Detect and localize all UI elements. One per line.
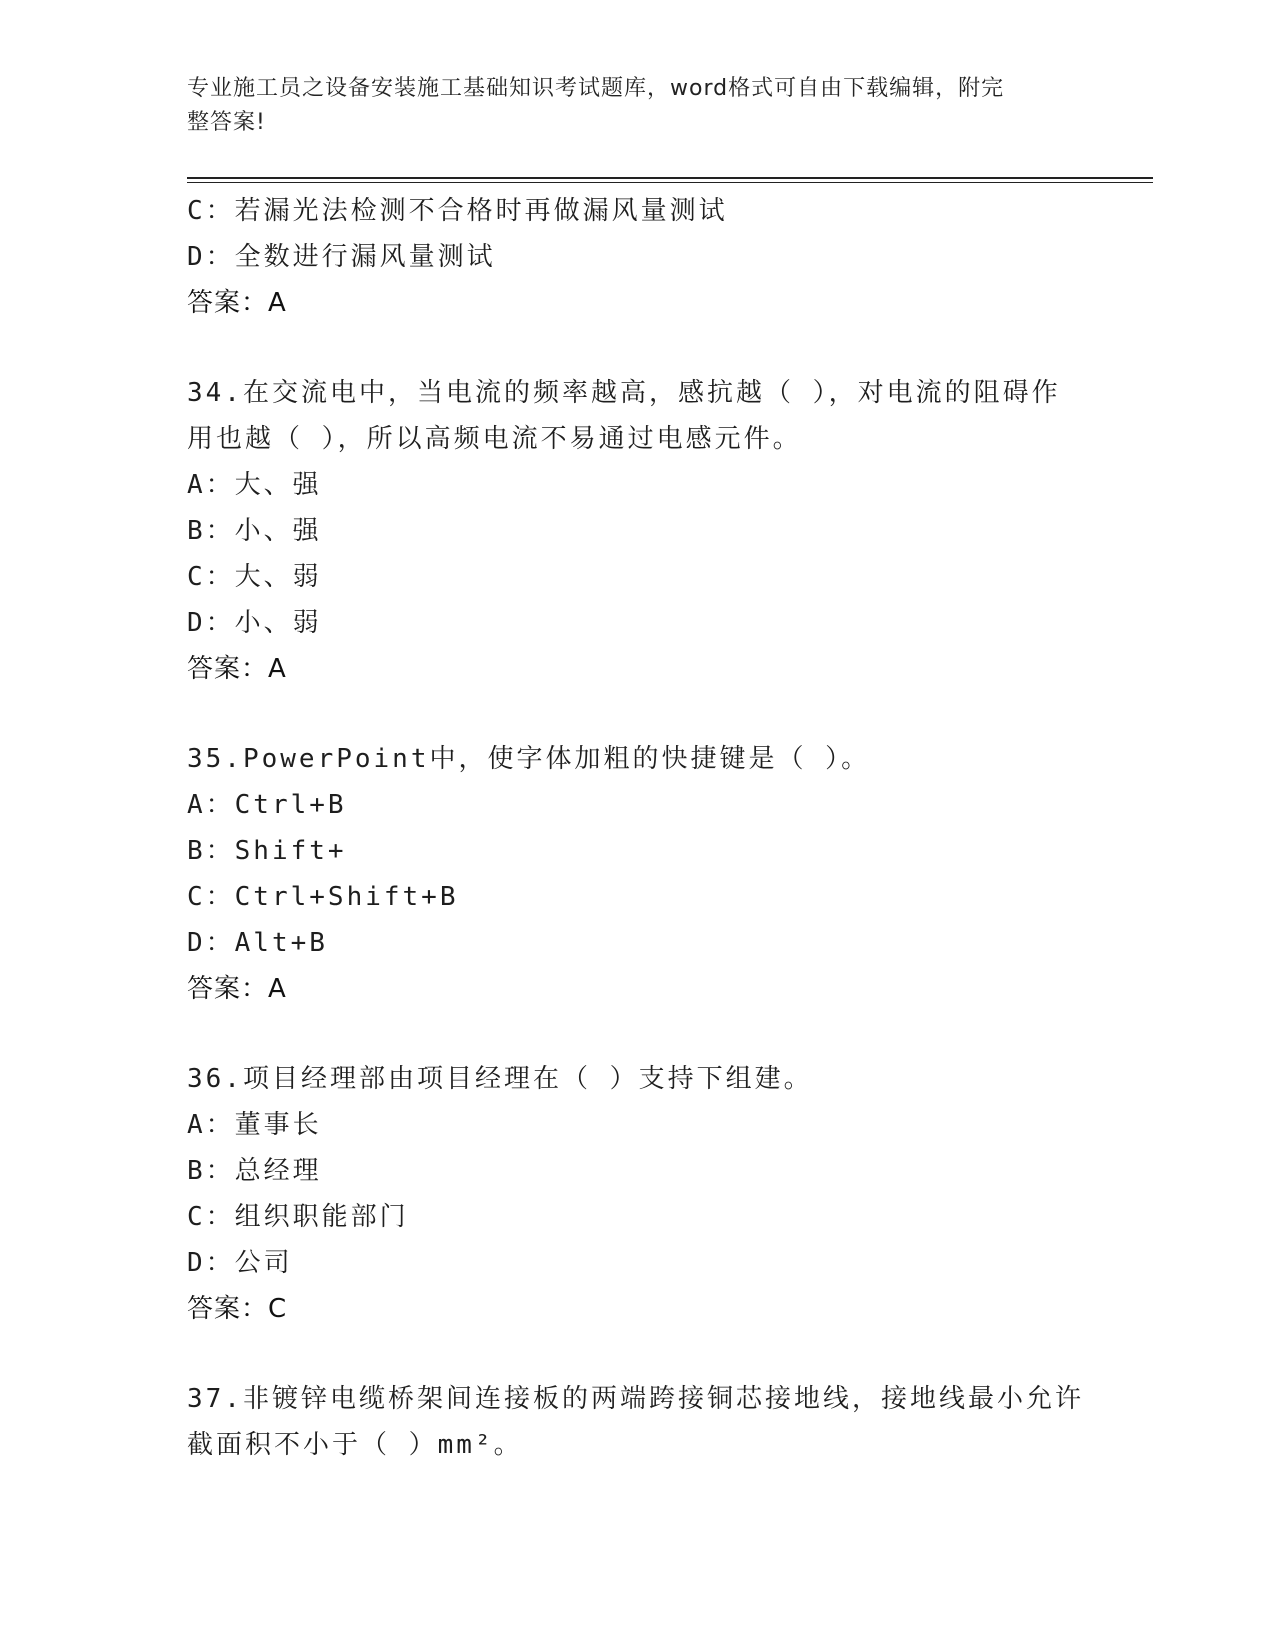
question-list <box>187 188 1087 1468</box>
question-stem-line-2: 截面积不小于（ ）mm²。 <box>187 1430 523 1460</box>
previous-question-tail <box>187 188 1087 326</box>
question-36 <box>187 1056 1087 1332</box>
header-divider-thin <box>187 182 1153 183</box>
question-34 <box>187 370 1087 692</box>
question-stem-line-1: 36.项目经理部由项目经理在（ ）支持下组建。 <box>187 1064 813 1094</box>
answer-line: 答案：C <box>187 1294 288 1324</box>
answer-line: 答案：A <box>187 288 287 318</box>
option-a: A：Ctrl+B <box>187 790 347 820</box>
spacer <box>187 1332 1087 1376</box>
header-line-2: 整答案! <box>187 110 266 135</box>
option-b: B：小、强 <box>187 516 322 546</box>
question-35 <box>187 736 1087 1012</box>
spacer <box>187 326 1087 370</box>
question-stem-line-1: 37.非镀锌电缆桥架间连接板的两端跨接铜芯接地线，接地线最小允许 <box>187 1384 1084 1414</box>
question-stem-line-1: 35.PowerPoint中，使字体加粗的快捷键是（ ）。 <box>187 744 871 774</box>
option-a: A：大、强 <box>187 470 322 500</box>
option-d: D：Alt+B <box>187 928 328 958</box>
option-a: A：董事长 <box>187 1110 322 1140</box>
document-header <box>187 72 1067 140</box>
question-stem-line-1: 34.在交流电中，当电流的频率越高，感抗越（ ），对电流的阻碍作 <box>187 378 1061 408</box>
header-divider-thick <box>187 177 1153 179</box>
option-d: D：全数进行漏风量测试 <box>187 242 496 272</box>
question-stem-line-2: 用也越（ ），所以高频电流不易通过电感元件。 <box>187 424 802 454</box>
question-37 <box>187 1376 1087 1468</box>
option-c: C：Ctrl+Shift+B <box>187 882 459 912</box>
option-d: D：公司 <box>187 1248 293 1278</box>
option-c: C：若漏光法检测不合格时再做漏风量测试 <box>187 196 728 226</box>
option-b: B：总经理 <box>187 1156 322 1186</box>
answer-line: 答案：A <box>187 974 287 1004</box>
option-d: D：小、弱 <box>187 608 322 638</box>
spacer <box>187 1012 1087 1056</box>
header-line-1: 专业施工员之设备安装施工基础知识考试题库，word格式可自由下载编辑，附完 <box>187 76 1005 101</box>
spacer <box>187 692 1087 736</box>
answer-line: 答案：A <box>187 654 287 684</box>
option-c: C：大、弱 <box>187 562 322 592</box>
option-b: B：Shift+ <box>187 836 347 866</box>
option-c: C：组织职能部门 <box>187 1202 409 1232</box>
